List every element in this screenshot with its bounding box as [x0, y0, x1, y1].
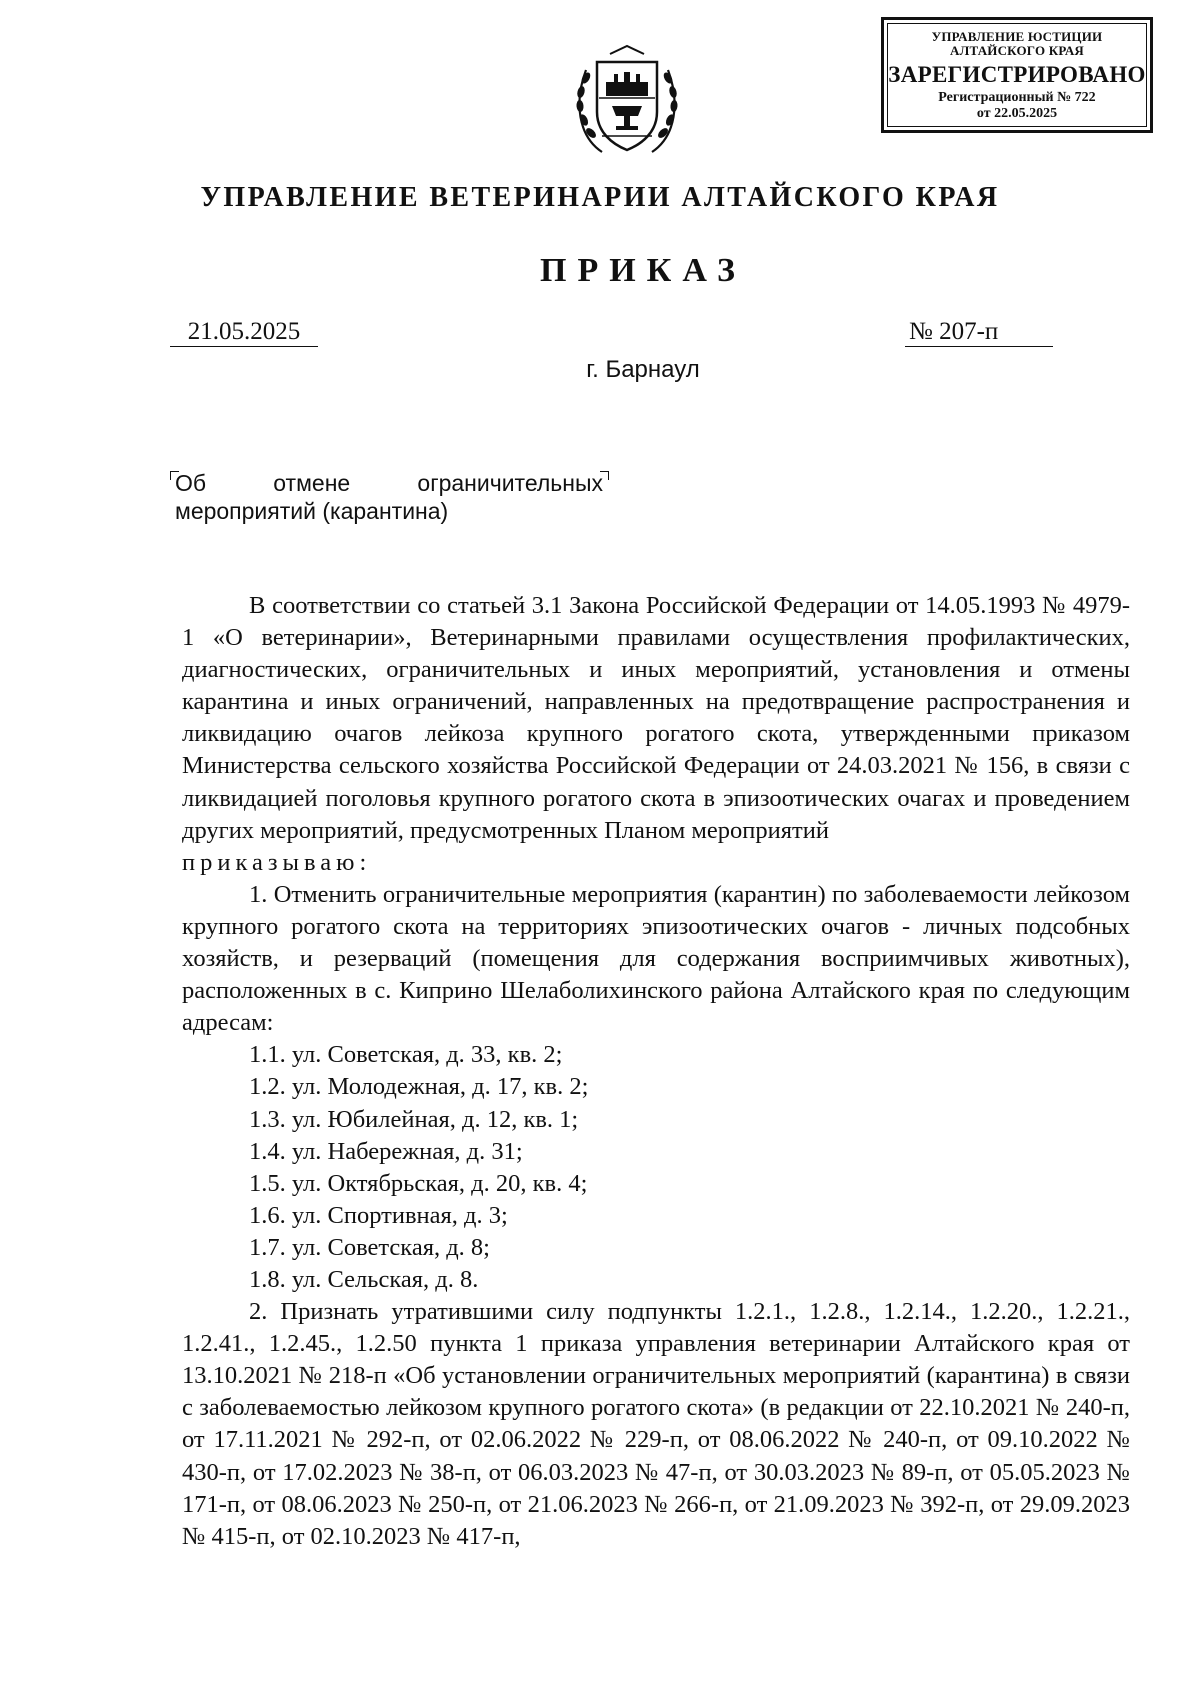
item-2-paragraph: 2. Признать утратившими силу подпункты 1.2.1., 1.2.8., 1.2.14., 1.2.20., 1.2.21., 1.2.41., 1.2.45., 1.2.50 пункта 1 приказа управления ветеринарии Алтайского края от 13.10.2021 № 218-п «Об установлении ограничительных мероприятий (карантина) в связи с заболеваемостью лейкозом крупного рогатого скота» (в редакции от 22.10.2021 № 240-п, от 17.11.2021 № 292-п, от 02.06.2022 № 229-п, от 08.06.2022 № 240-п, от 09.10.2022 № 430-п, от 17.02.2023 № 38-п, от 06.03.2023 № 47-п, от 30.03.2023 № 89-п, от 05.05.2023 № 171-п, от 08.06.2023 № 250-п, от 21.06.2023 № 266-п, от 21.09.2023 № 392-п, от 29.09.2023 № 415-п, от 02.10.2023 № 417-п, [182, 1298, 1130, 1550]
address-item: 1.6. ул. Спортивная, д. 3; [249, 1201, 508, 1229]
registration-stamp [881, 17, 1153, 133]
address-item: 1.8. ул. Сельская, д. 8. [249, 1265, 479, 1293]
stamp-reg-date: от 22.05.2025 [976, 106, 1058, 121]
document-type-title: ПРИКАЗ [540, 252, 746, 289]
stamp-reg-number: Регистрационный № 722 [938, 90, 1096, 105]
coat-of-arms-icon [572, 40, 682, 158]
order-word: приказываю: [182, 848, 372, 876]
address-item: 1.2. ул. Молодежная, д. 17, кв. 2; [249, 1073, 589, 1101]
organization-title: УПРАВЛЕНИЕ ВЕТЕРИНАРИИ АЛТАЙСКОГО КРАЯ [200, 182, 1000, 213]
order-number: № 207-п [905, 318, 1053, 347]
item-1-paragraph: 1. Отменить ограничительные мероприятия (карантин) по заболеваемости лейкозом крупного рогатого скота на территориях эпизоотических очагов - личных подсобных хозяйств, и резерваций (помещения для содержания восприимчивых животных), расположенных в с. Киприно Шелаболихинского района Алтайского края по следующим адресам: [182, 880, 1130, 1037]
preamble-paragraph: В соответствии со статьей 3.1 Закона Российской Федерации от 14.05.1993 № 4979-1 «О ветеринарии», Ветеринарными правилами осуществления профилактических, диагностических, ограничительных и иных мероприятий, установления и отмены карантина и иных ограничений, направленных на предотвращение распространения и ликвидацию очагов лейкоза крупного рогатого скота, утвержденными приказом Министерства сельского хозяйства Российской Федерации от 24.03.2021 № 156, в связи с ликвидацией поголовья крупного рогатого скота в эпизоотических очагах и проведением других мероприятий, предусмотренных Планом мероприятий [182, 592, 1130, 844]
subject-line-2: мероприятий (карантина) [175, 498, 449, 524]
order-subject [175, 469, 603, 525]
stamp-org-line1: УПРАВЛЕНИЕ ЮСТИЦИИ [931, 29, 1103, 44]
address-item: 1.7. ул. Советская, д. 8; [249, 1233, 490, 1261]
stamp-status: ЗАРЕГИСТРИРОВАНО [888, 62, 1146, 87]
order-body [182, 590, 1130, 1553]
address-item: 1.5. ул. Октябрьская, д. 20, кв. 4; [249, 1169, 588, 1197]
address-item: 1.4. ул. Набережная, д. 31; [249, 1137, 523, 1165]
address-item: 1.3. ул. Юбилейная, д. 12, кв. 1; [249, 1105, 579, 1133]
subject-line-1: Об отмене ограничительных [175, 470, 603, 496]
stamp-org-line2: АЛТАЙСКОГО КРАЯ [950, 43, 1084, 58]
order-date: 21.05.2025 [170, 318, 318, 347]
order-city: г. Барнаул [586, 356, 700, 383]
stamp-inner-border [887, 23, 1147, 127]
address-item: 1.1. ул. Советская, д. 33, кв. 2; [249, 1041, 563, 1069]
